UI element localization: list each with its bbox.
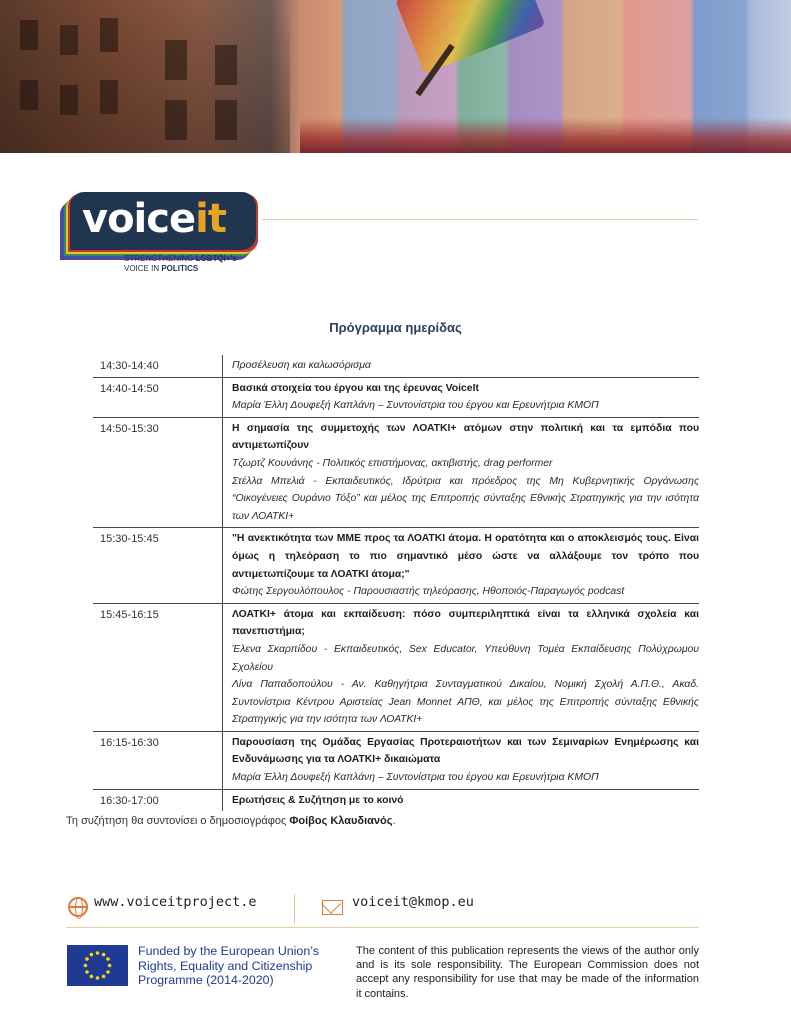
schedule-content (223, 732, 699, 789)
header-banner-image (0, 0, 791, 153)
tagline-bold: POLITICS (161, 264, 199, 273)
schedule-content (223, 604, 699, 731)
schedule-content (223, 418, 699, 528)
session-speaker: Φώτης Σεργουλόπουλος - Παρουσιαστής τηλεόρασης, Ηθοποιός-Παραγωγός podcast (232, 586, 625, 598)
schedule-row (93, 418, 699, 529)
moderator-text: Τη συζήτηση θα συντονίσει ο δημοσιογράφος (66, 815, 290, 827)
schedule-content (223, 528, 699, 602)
building-window (100, 80, 118, 114)
building-window (20, 20, 38, 50)
eu-flag-icon (67, 945, 128, 986)
moderator-suffix: . (392, 815, 396, 827)
session-title: "Η ανεκτικότητα των ΜΜΕ προς τα ΛΟΑΤΚΙ άτομα. Η ορατότητα και ο αποκλεισμός τους. Είναι όμως η τηλεόραση το πιο σημαντικό μέσο ώστε να αλλάξουμε τον τρόπο που αντιμετωπίζουμε τα ΛΟΑΤΚΙ άτομα;" (232, 533, 699, 580)
session-title: Βασικά στοιχεία του έργου και της έρευνας VoiceIt (232, 382, 479, 394)
schedule-row (93, 732, 699, 790)
footer-divider (66, 927, 699, 928)
schedule-row (93, 790, 699, 812)
website-link[interactable]: www.voiceitproject.e (94, 894, 257, 910)
disclaimer-text: The content of this publication represents the views of the author only and is its sole responsibility. The European Commission does not accept any responsibility for use that may be made of the information it contains. (356, 945, 699, 1000)
moderator-note (66, 815, 396, 827)
schedule-row (93, 355, 699, 378)
session-speaker: Τζωρτζ Κουνάνης - Πολιτικός επιστήμονας, ακτιβιστής, drag performer (232, 457, 553, 469)
session-speaker: Στέλλα Μπελιά - Εκπαιδευτικός, Ιδρύτρια και πρόεδρος της Μη Κυβερνητικής Οργάνωσης “Οικογένειες Ουράνιο Τόξο” και μέλος της Επιτροπής σύνταξης Εθνικής Στρατηγικής για την ισότητα των ΛΟΑΤΚΙ+ (232, 475, 699, 522)
voiceit-logo (62, 192, 257, 282)
tagline-text: VOICE IN (124, 264, 162, 273)
email-link[interactable]: voiceit@kmop.eu (352, 894, 474, 910)
schedule-content (223, 378, 699, 417)
globe-icon (68, 897, 88, 917)
program-title: Πρόγραμμα ημερίδας (329, 320, 462, 335)
header-divider (262, 219, 698, 220)
tagline-bold: LGBTQI+'s (195, 254, 237, 263)
eu-funding-text (138, 944, 319, 988)
building-window (165, 100, 187, 140)
schedule-time: 14:30-14:40 (93, 355, 223, 377)
eu-funding-line: Programme (2014-2020) (138, 973, 274, 988)
eu-stars (67, 945, 128, 986)
session-title: Παρουσίαση της Ομάδας Εργασίας Προτεραιοτήτων και των Σεμιναρίων Ενημέρωσης και Ενδυνάμωσης για τα ΛΟΑΤΚΙ+ δικαιώματα (232, 736, 699, 766)
building-window (20, 80, 38, 110)
schedule-row (93, 378, 699, 418)
eu-funding-line: Rights, Equality and Citizenship (138, 958, 313, 973)
session-title: Ερωτήσεις & Συζήτηση με το κοινό (232, 794, 404, 806)
schedule-time: 15:45-16:15 (93, 604, 223, 731)
schedule-content (223, 790, 699, 812)
building-window (100, 18, 118, 52)
logo-word-accent: it (195, 196, 226, 242)
session-speaker: Προσέλευση και καλωσόρισμα (232, 360, 371, 371)
session-title: ΛΟΑΤΚΙ+ άτομα και εκπαίδευση: πόσο συμπεριληπτικά είναι τα ελληνικά σχολεία και πανεπιστήμια; (232, 608, 699, 638)
schedule-time: 15:30-15:45 (93, 528, 223, 602)
session-speaker: Λίνα Παπαδοπούλου - Αν. Καθηγήτρια Συνταγματικού Δικαίου, Νομική Σχολή Α.Π.Θ., Ακαδ. Συντονίστρια Κέντρου Αριστείας Jean Monnet ΑΠΘ, και μέλος της Επιτροπής σύνταξης Εθνικής Στρατηγικής για την ισότητα των ΛΟΑΤΚΙ+ (232, 679, 699, 726)
session-speaker: Μαρία Έλλη Δουφεξή Καπλάνη – Συντονίστρια του έργου και Ερευνήτρια ΚΜΟΠ (232, 400, 599, 412)
building-window (60, 25, 78, 55)
schedule-time: 16:15-16:30 (93, 732, 223, 789)
building-window (165, 40, 187, 80)
building-facade (0, 0, 290, 153)
session-speaker: Μαρία Έλλη Δουφεξή Καπλάνη – Συντονίστρια του έργου και Ερευνήτρια ΚΜΟΠ (232, 772, 599, 784)
crowd (300, 118, 791, 153)
eu-funding-line: Funded by the European Union’s (138, 944, 319, 958)
contact-divider (294, 894, 295, 924)
logo-tagline (124, 254, 237, 274)
schedule-time: 16:30-17:00 (93, 790, 223, 812)
mail-icon (322, 900, 343, 915)
moderator-name: Φοίβος Κλαυδιανός (289, 815, 393, 827)
session-title: Η σημασία της συμμετοχής των ΛΟΑΤΚΙ+ ατόμων στην πολιτική και τα εμπόδια που αντιμετωπίζουν (232, 422, 699, 452)
building-window (215, 45, 237, 85)
logo-word-main: voice (82, 196, 196, 242)
session-speaker: Έλενα Σκαρπίδου - Εκπαιδευτικός, Sex Educator, Υπεύθυνη Τομέα Εκπαίδευσης Πολύχρωμου Σχολείου (232, 643, 699, 673)
rainbow-flag (395, 0, 546, 74)
tagline-text: STRENGTHENING (124, 254, 196, 263)
schedule-table (93, 355, 699, 811)
schedule-content (223, 355, 699, 377)
schedule-time: 14:40-14:50 (93, 378, 223, 417)
logo-wordmark (82, 196, 226, 242)
schedule-row (93, 528, 699, 603)
building-window (215, 100, 237, 140)
building-window (60, 85, 78, 115)
schedule-row (93, 604, 699, 732)
schedule-time: 14:50-15:30 (93, 418, 223, 528)
